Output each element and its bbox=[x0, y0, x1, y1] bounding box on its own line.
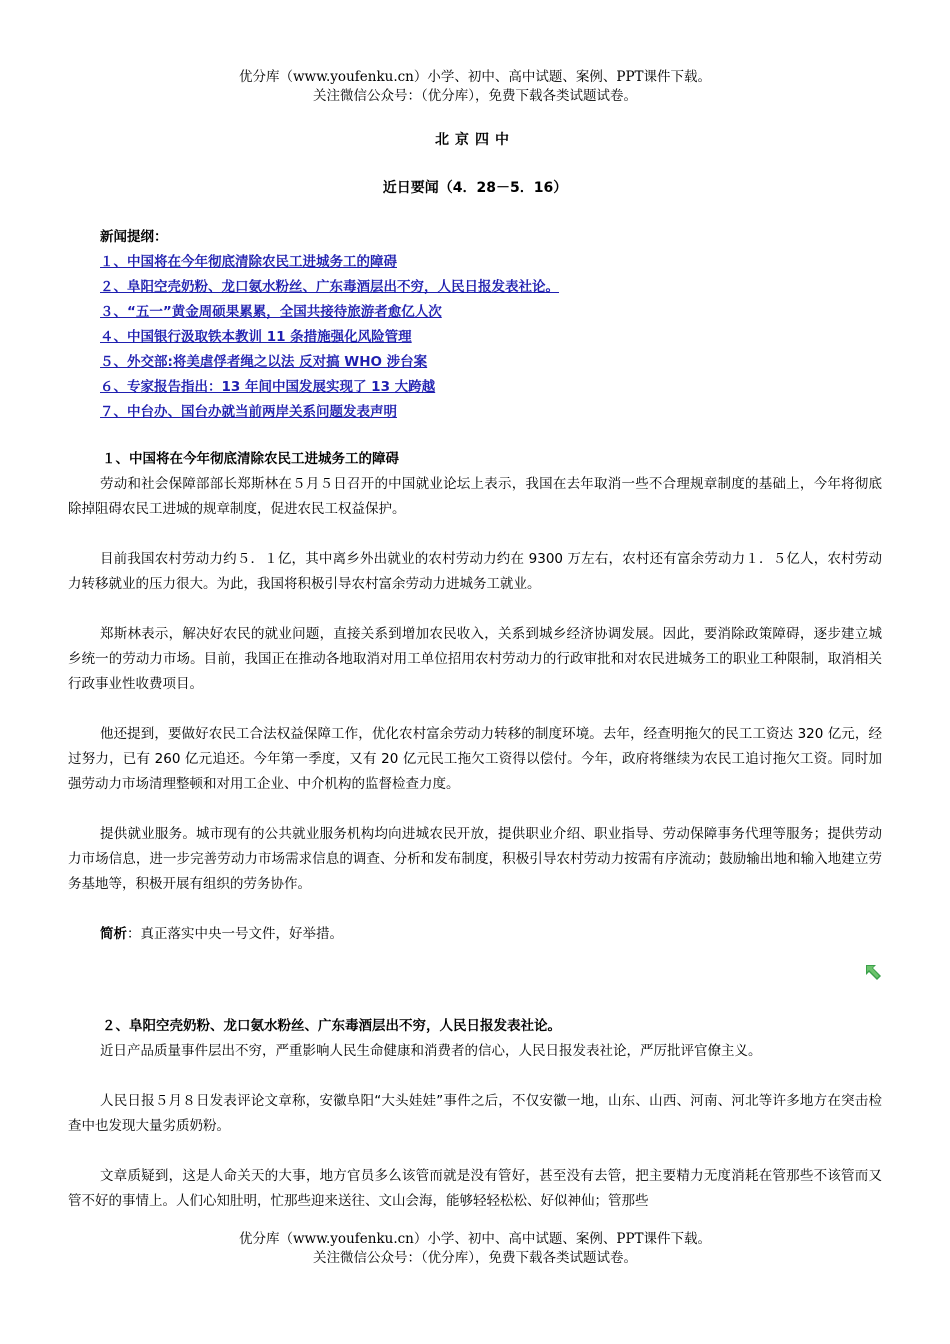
analysis-text: ：真正落实中央一号文件，好举措。 bbox=[127, 926, 343, 942]
article-2-heading: ２、阜阳空壳奶粉、龙口氨水粉丝、广东毒酒层出不穷，人民日报发表社论。 bbox=[102, 1018, 561, 1034]
footer-line-1: 优分库（www.youfenku.cn）小学、初中、高中试题、案例、PPT课件下载。 bbox=[238, 1231, 712, 1247]
outline-link-2[interactable]: ２、阜阳空壳奶粉、龙口氨水粉丝、广东毒酒层出不穷，人民日报发表社论。 bbox=[100, 279, 559, 295]
outline-item bbox=[100, 275, 880, 300]
article-2 bbox=[68, 1014, 882, 1239]
footer-line-2: 关注微信公众号：（优分库），免费下载各类试题试卷。 bbox=[313, 1250, 637, 1266]
outline-link-3[interactable]: ３、“五一”黄金周硕果累累，全国共接待旅游者愈亿人次 bbox=[100, 304, 442, 320]
outline-item bbox=[100, 350, 880, 375]
news-outline bbox=[100, 225, 880, 425]
outline-item bbox=[100, 400, 880, 425]
outline-heading: 新闻提纲： bbox=[100, 229, 168, 245]
outline-link-5[interactable]: ５、外交部:将美虐俘者绳之以法 反对搞 WHO 涉台案 bbox=[100, 354, 428, 370]
page-footer bbox=[0, 1230, 950, 1268]
article-1-paragraph: 劳动和社会保障部部长郑斯林在５月５日召开的中国就业论坛上表示，我国在去年取消一些不合理规章制度的基础上，今年将彻底除掉阻碍农民工进城的规章制度，促进农民工权益保护。 bbox=[68, 476, 882, 517]
back-to-top-icon[interactable] bbox=[864, 963, 882, 983]
article-1-paragraph: 提供就业服务。城市现有的公共就业服务机构均向进城农民开放，提供职业介绍、职业指导、劳动保障事务代理等服务；提供劳动力市场信息，进一步完善劳动力市场需求信息的调查、分析和发布制度，积极引导农村劳动力按需有序流动；鼓励输出地和输入地建立劳务基地等，积极开展有组织的劳务协作。 bbox=[68, 826, 882, 892]
article-1-paragraph: 目前我国农村劳动力约５．１亿，其中离乡外出就业的农村劳动力约在 9300 万左右，农村还有富余劳动力１．５亿人，农村劳动力转移就业的压力很大。为此，我国将积极引导农村富余劳动力进城务工就业。 bbox=[68, 551, 882, 592]
article-1-paragraph: 郑斯林表示，解决好农民的就业问题，直接关系到增加农民收入，关系到城乡经济协调发展。因此，要消除政策障碍，逐步建立城乡统一的劳动力市场。目前，我国正在推动各地取消对用工单位招用农村劳动力的行政审批和对农民进城务工的职业工种限制，取消相关行政事业性收费项目。 bbox=[68, 626, 882, 692]
outline-link-6[interactable]: ６、专家报告指出：13 年间中国发展实现了 13 大跨越 bbox=[100, 379, 436, 395]
analysis-label: 简析 bbox=[100, 926, 127, 942]
outline-item bbox=[100, 300, 880, 325]
outline-item bbox=[100, 325, 880, 350]
outline-list bbox=[100, 250, 880, 425]
outline-link-4[interactable]: ４、中国银行汲取铁本教训 11 条措施强化风险管理 bbox=[100, 329, 412, 345]
header-line-2: 关注微信公众号：（优分库），免费下载各类试题试卷。 bbox=[313, 88, 637, 104]
article-1-heading: １、中国将在今年彻底清除农民工进城务工的障碍 bbox=[102, 451, 399, 467]
header-line-1: 优分库（www.youfenku.cn）小学、初中、高中试题、案例、PPT课件下载。 bbox=[238, 69, 712, 85]
article-2-paragraph: 文章质疑到，这是人命关天的大事，地方官员多么该管而就是没有管好，甚至没有去管，把主要精力无度消耗在管那些不该管而又管不好的事情上。人们心知肚明，忙那些迎来送往、文山会海，能够轻轻松松、好似神仙；管那些 bbox=[68, 1168, 882, 1209]
article-2-paragraph: 人民日报５月８日发表评论文章称，安徽阜阳“大头娃娃”事件之后，不仅安徽一地，山东、山西、河南、河北等许多地方在突击检查中也发现大量劣质奶粉。 bbox=[68, 1093, 882, 1134]
outline-link-7[interactable]: ７、中台办、国台办就当前两岸关系问题发表声明 bbox=[100, 404, 397, 420]
analysis bbox=[68, 922, 882, 947]
page-header bbox=[0, 68, 950, 106]
article-2-paragraph: 近日产品质量事件层出不穷，严重影响人民生命健康和消费者的信心，人民日报发表社论，严厉批评官僚主义。 bbox=[100, 1043, 762, 1059]
outline-link-1[interactable]: １、中国将在今年彻底清除农民工进城务工的障碍 bbox=[100, 254, 397, 270]
page-title: 近日要闻（4．28－5．16） bbox=[382, 180, 568, 196]
school-name: 北京四中 bbox=[435, 132, 515, 148]
outline-item bbox=[100, 250, 880, 275]
outline-item bbox=[100, 375, 880, 400]
article-1 bbox=[68, 447, 882, 972]
article-1-paragraph: 他还提到，要做好农民工合法权益保障工作，优化农村富余劳动力转移的制度环境。去年，经查明拖欠的民工工资达 320 亿元，经过努力，已有 260 亿元追还。今年第一季度，又有 20 亿元民工拖欠工资得以偿付。今年，政府将继续为农民工追讨拖欠工资。同时加强劳动力市场清理整顿和对用工企业、中介机构的监督检查力度。 bbox=[68, 726, 882, 792]
